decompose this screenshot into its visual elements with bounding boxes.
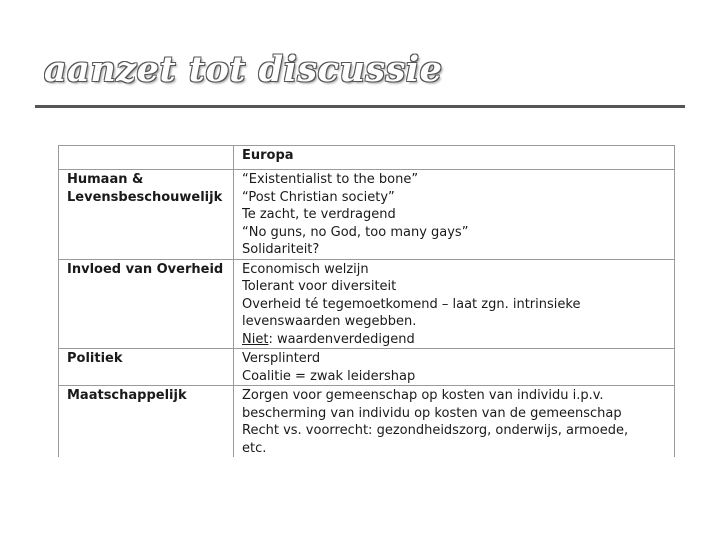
europa-table: [58, 145, 675, 457]
content-line: “Existentialist to the bone”: [242, 172, 419, 187]
content-line: Zorgen voor gemeenschap op kosten van individu i.p.v.: [242, 388, 604, 403]
underlined-word: Niet: [242, 331, 269, 347]
header-europa: Europa: [234, 146, 675, 170]
row-content-humaan: [234, 170, 675, 260]
content-line: Overheid té tegemoetkomend – laat zgn. intrinsieke: [242, 296, 581, 312]
table-row-maatschappelijk: [59, 386, 675, 458]
row-label-line: Humaan &: [67, 172, 144, 187]
table-header-row: [59, 146, 675, 170]
row-label-maatschappelijk: [59, 386, 234, 458]
title-underline: [35, 105, 685, 108]
content-line: Economisch welzijn: [242, 261, 369, 277]
row-label-line: Levensbeschouwelijk: [67, 189, 223, 205]
content-line: Recht vs. voorrecht: gezondheidszorg, onderwijs, armoede,: [242, 423, 629, 438]
row-label-politiek: [59, 349, 234, 386]
slide-title: aanzet tot discussie: [44, 49, 443, 90]
content-line: Tolerant voor diversiteit: [242, 279, 397, 294]
content-line: “No guns, no God, too many gays”: [242, 224, 469, 240]
row-label-overheid: [59, 259, 234, 349]
content-line-rest: : waardenverdedigend: [268, 331, 415, 347]
content-line: “Post Christian society”: [242, 189, 395, 205]
table-row-overheid: [59, 259, 675, 349]
content-line: Coalitie = zwak leidershap: [242, 368, 416, 384]
table-row-politiek: [59, 349, 675, 386]
content-line-niet: [242, 331, 668, 349]
row-content-maatschappelijk: [234, 386, 675, 458]
content-line: Solidariteit?: [242, 242, 320, 257]
content-line: levenswaarden wegebben.: [242, 314, 417, 329]
comparison-table: [58, 145, 675, 457]
content-line: Te zacht, te verdragend: [242, 207, 396, 222]
row-content-politiek: [234, 349, 675, 386]
row-label-line: Invloed van Overheid: [67, 261, 224, 277]
content-line: bescherming van individu op kosten van de gemeenschap: [242, 405, 622, 421]
content-line: etc.: [242, 440, 267, 456]
row-label-line: Politiek: [67, 351, 123, 366]
row-label-humaan: [59, 170, 234, 260]
table-row-humaan: [59, 170, 675, 260]
row-label-line: Maatschappelijk: [67, 388, 187, 403]
header-empty-cell: [59, 146, 234, 170]
content-line: Versplinterd: [242, 351, 321, 366]
row-content-overheid: [234, 259, 675, 349]
